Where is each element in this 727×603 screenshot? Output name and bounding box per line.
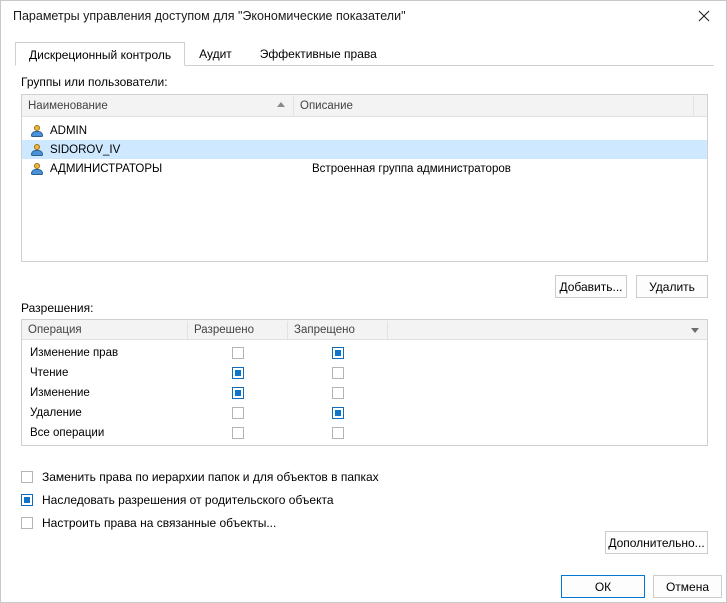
list-item-name: АДМИНИСТРАТОРЫ	[50, 162, 163, 175]
title-bar	[1, 1, 726, 31]
option-related-objects-label: Настроить права на связанные объекты...	[42, 516, 277, 530]
permissions-table-body	[22, 340, 707, 443]
table-row	[22, 343, 707, 363]
close-icon	[698, 10, 710, 22]
table-row	[22, 363, 707, 383]
users-list-header	[22, 95, 707, 117]
list-item[interactable]	[22, 140, 707, 159]
list-item[interactable]	[22, 121, 707, 140]
list-item-name: ADMIN	[50, 124, 88, 137]
allow-cell	[188, 407, 288, 419]
column-header-filler	[694, 96, 707, 116]
tab-strip	[15, 41, 714, 66]
column-header-operation[interactable]: Операция	[22, 321, 188, 339]
column-header-name[interactable]	[22, 96, 294, 116]
option-inherit-permissions[interactable]	[21, 492, 334, 508]
tab-effective-rights[interactable]: Эффективные права	[259, 47, 377, 61]
user-icon	[30, 143, 44, 157]
option-replace-permissions-label: Заменить права по иерархии папок и для объектов в папках	[42, 470, 379, 484]
advanced-button[interactable]: Дополнительно...	[605, 531, 708, 554]
chevron-down-icon[interactable]	[691, 328, 699, 333]
close-button[interactable]	[681, 1, 726, 31]
users-list[interactable]	[21, 94, 708, 262]
option-replace-permissions[interactable]	[21, 469, 379, 485]
deny-checkbox[interactable]	[332, 367, 344, 379]
deny-checkbox[interactable]	[332, 407, 344, 419]
allow-cell	[188, 367, 288, 379]
deny-cell	[288, 407, 388, 419]
deny-cell	[288, 367, 388, 379]
allow-checkbox[interactable]	[232, 407, 244, 419]
option-related-objects-checkbox[interactable]	[21, 517, 33, 529]
permissions-table	[21, 319, 708, 446]
tab-discretionary-control[interactable]: Дискреционный контроль	[15, 42, 185, 66]
allow-cell	[188, 427, 288, 439]
list-item-description: Встроенная группа администраторов	[312, 162, 511, 175]
option-replace-permissions-checkbox[interactable]	[21, 471, 33, 483]
group-icon	[30, 162, 44, 176]
allow-checkbox[interactable]	[232, 367, 244, 379]
allow-cell	[188, 387, 288, 399]
user-icon	[30, 124, 44, 138]
permissions-section-label: Разрешения:	[21, 301, 94, 315]
deny-cell	[288, 347, 388, 359]
permissions-table-header	[22, 320, 707, 340]
add-button[interactable]: Добавить...	[555, 275, 627, 298]
column-header-name-label: Наименование	[28, 99, 108, 112]
option-inherit-permissions-checkbox[interactable]	[21, 494, 33, 506]
option-related-objects[interactable]	[21, 515, 276, 531]
column-header-deny[interactable]: Запрещено	[288, 321, 388, 339]
deny-checkbox[interactable]	[332, 387, 344, 399]
column-header-allow[interactable]: Разрешено	[188, 321, 288, 339]
permission-name: Изменение	[30, 387, 90, 399]
delete-button[interactable]: Удалить	[636, 275, 708, 298]
list-item[interactable]	[22, 159, 707, 178]
table-row	[22, 403, 707, 423]
sort-ascending-icon	[277, 102, 285, 107]
permission-name: Все операции	[30, 427, 105, 439]
permission-name: Изменение прав	[30, 347, 119, 359]
deny-checkbox[interactable]	[332, 347, 344, 359]
permission-name: Удаление	[30, 407, 82, 419]
window-title: Параметры управления доступом для "Экономические показатели"	[13, 9, 406, 23]
users-section-label: Группы или пользователи:	[21, 75, 168, 89]
ok-button[interactable]: ОК	[561, 575, 645, 598]
deny-cell	[288, 387, 388, 399]
allow-checkbox[interactable]	[232, 427, 244, 439]
option-inherit-permissions-label: Наследовать разрешения от родительского объекта	[42, 493, 334, 507]
deny-checkbox[interactable]	[332, 427, 344, 439]
allow-checkbox[interactable]	[232, 387, 244, 399]
cancel-button[interactable]: Отмена	[653, 575, 722, 598]
tab-audit[interactable]: Аудит	[199, 47, 232, 61]
deny-cell	[288, 427, 388, 439]
table-row	[22, 423, 707, 443]
users-list-body	[22, 117, 707, 178]
allow-checkbox[interactable]	[232, 347, 244, 359]
allow-cell	[188, 347, 288, 359]
permission-name: Чтение	[30, 367, 69, 379]
column-header-filler	[388, 321, 707, 339]
table-row	[22, 383, 707, 403]
list-item-name: SIDOROV_IV	[50, 143, 121, 156]
column-header-description[interactable]: Описание	[294, 96, 694, 116]
